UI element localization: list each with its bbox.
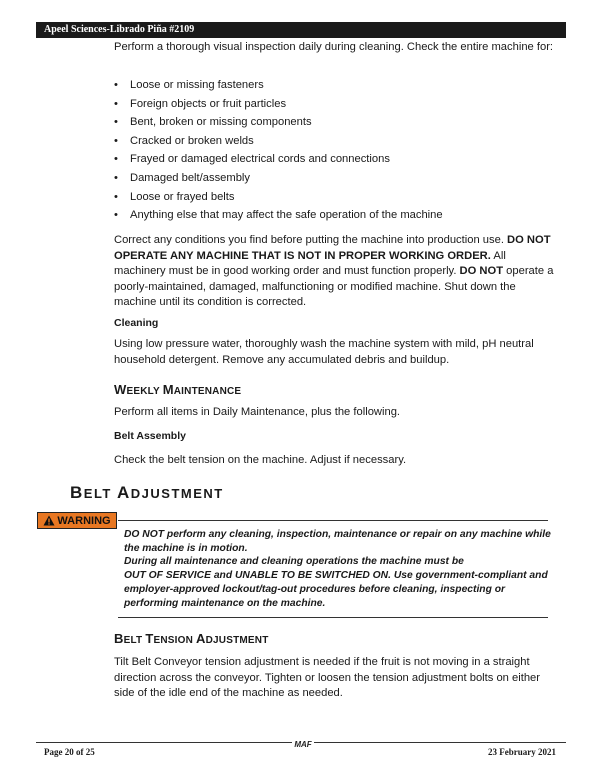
list-item: • Loose or missing fasteners [114,79,264,91]
list-item: • Damaged belt/assembly [114,171,251,184]
do-not-operate-warning: DO NOT OPERATE ANY MACHINE THAT IS NOT IN PROPER WORKING ORDER. [114,234,551,262]
warning-text: DO NOT perform any cleaning, inspection, maintenance or repair on any machine while the machine is in motion. During all maintenance and cleaning operations the machine must be OUT OF SERVICE and UNABLE TO BE SWITCHED ON. Use government-compliant and employer-approved lockout/tag-out procedures before cleaning, inspecting or performing maintenance on the machine. [124,529,551,609]
inspection-checklist [114,78,554,227]
svg-text:MAF: MAF [294,740,312,749]
belt-assembly-text: Check the belt tension on the machine. Adjust if necessary. [114,454,407,466]
cleaning-text: Using low pressure water, thoroughly wash the machine system with mild, pH neutral household detergent. Remove any accumulated debris and buildup. [114,338,534,366]
correct-conditions-paragraph: Correct any conditions you find before putting the machine into production use. DO NOT OPERATE ANY MACHINE THAT IS NOT IN PROPER WORKING ORDER. All machinery must be in good working order and must function properly. DO NOT operate a poorly-maintained, damaged, malfunctioning or modified machine. Shut down the machine until its condition is corrected. [114,234,554,308]
inspection-intro: Perform a thorough visual inspection daily during cleaning. Check the entire machine for: [114,41,554,53]
footer-date: 23 February 2021 [488,747,556,757]
document-header: Apeel Sciences-Librado Piña #2109 [44,24,195,35]
list-item: • Loose or frayed belts [114,190,235,203]
belt-adjustment-heading: BELT ADJUSTMENT [70,483,224,502]
warning-top-rule [118,520,548,521]
belt-tension-adjustment-heading: BELT TENSION ADJUSTMENT [114,631,269,646]
warning-bottom-rule [118,617,548,618]
maf-logo-icon [292,737,314,750]
list-item: • Foreign objects or fruit particles [114,97,287,110]
belt-tension-text: Tilt Belt Conveyor tension adjustment is needed if the fruit is not moving in a straight direction across the conveyor. Tighten or loosen the tension adjustment bolts on either side of the idle end of the machine as needed. [114,656,540,699]
list-item: • Cracked or broken welds [114,134,254,147]
cleaning-heading: Cleaning [114,317,159,329]
list-item: • Anything else that may affect the safe operation of the machine [114,209,443,222]
weekly-maintenance-heading: WEEKLY MAINTENANCE [114,382,242,397]
warning-badge: WARNING [37,512,117,529]
page-number: Page 20 of 25 [44,747,95,757]
list-item: • Frayed or damaged electrical cords and connections [114,153,390,166]
belt-assembly-heading: Belt Assembly [114,430,186,442]
list-item: • Bent, broken or missing components [114,116,312,129]
warning-triangle-icon [43,515,55,526]
weekly-text: Perform all items in Daily Maintenance, plus the following. [114,406,401,418]
